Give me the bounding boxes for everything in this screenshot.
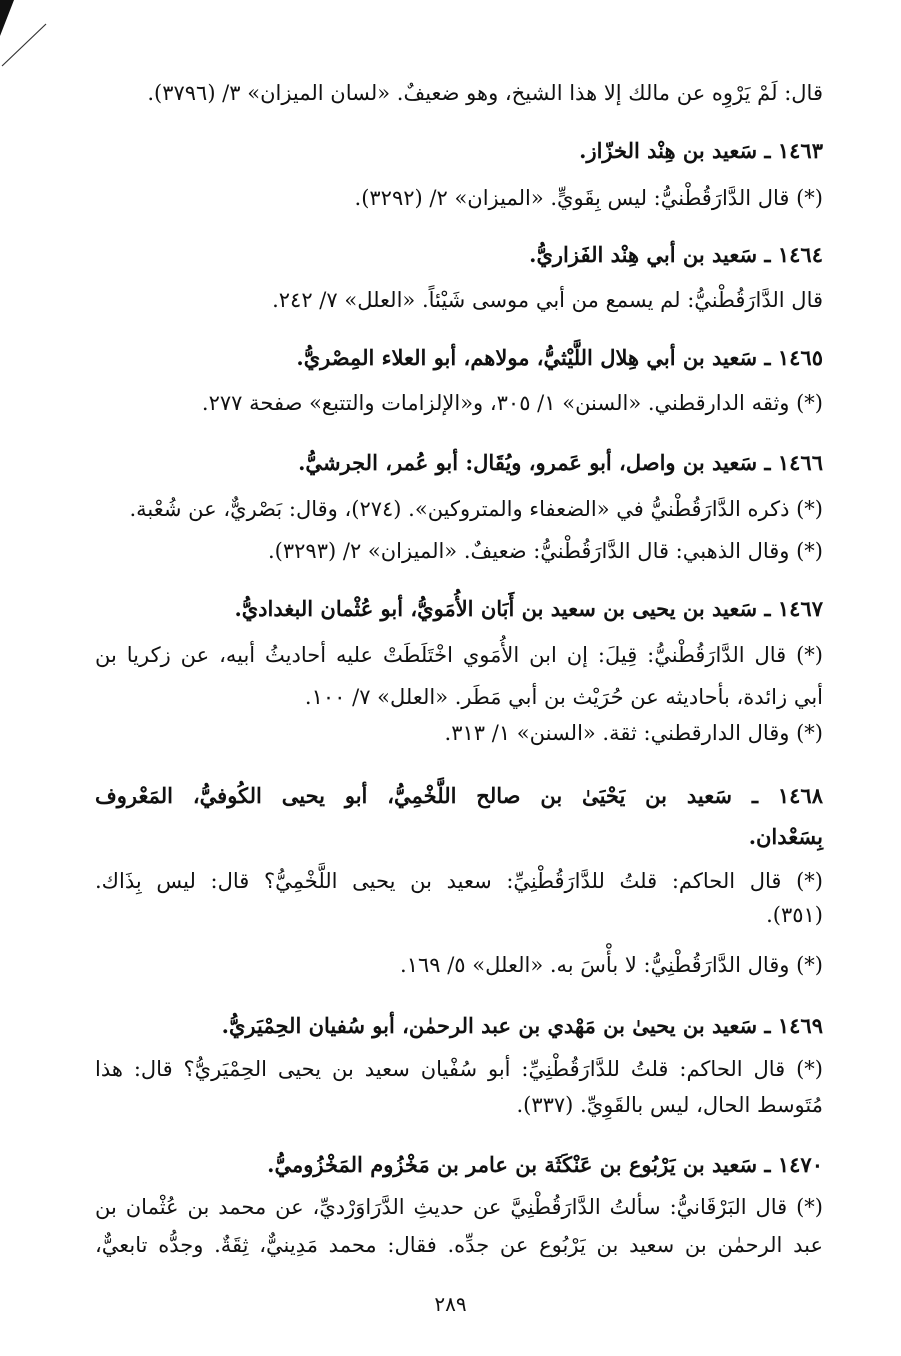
entry-heading-1465: ١٤٦٥ ـ سَعيد بن أبي هِلال اللَّيْثيُّ، مولاهم، أبو العلاء المِصْريُّ. [296, 345, 823, 370]
text-line: (*) ذكره الدَّارَقُطْنيُّ في «الضعفاء والمتروكين». (٢٧٤)، وقال: بَصْريٌّ، عن شُعْبة. [129, 497, 823, 521]
text-line: (*) قال الدَّارَقُطْنيُّ: قِيلَ: إن ابن الأُمَوي اخْتَلَطَتْ عليه أحاديثُ أبيه، عن زكريا بن [95, 643, 823, 667]
text-line: (*) قال الدَّارَقُطْنيُّ: ليس بِقَويٍّ. «الميزان» ٢/ (٣٢٩٢). [354, 186, 823, 210]
text-line: (*) وقال الدَّارَقُطْنِيُّ: لا بأْسَ به. «العلل» ٥/ ١٦٩. [400, 953, 823, 977]
corner-scan-mark-icon [0, 0, 60, 80]
entry-heading-1467: ١٤٦٧ ـ سَعيد بن يحيى بن سعيد بن أَبَان الأُمَويُّ، أبو عُثْمان البغداديُّ. [234, 596, 823, 621]
entry-heading-1468: ١٤٦٨ ـ سَعيد بن يَحْيَىٰ بن صالح اللَّخْمِيُّ، أبو يحيى الكُوفيُّ، المَعْروف [95, 783, 823, 808]
text-line: عبد الرحمٰن بن سعيد بن يَرْبُوع عن جدِّه. فقال: محمد مَدِينيٌّ، ثِقَةٌ. وجدُّه تابعيٌّ، [95, 1233, 823, 1257]
entry-heading-1469: ١٤٦٩ ـ سَعيد بن يحيىٰ بن مَهْدي بن عبد الرحمٰن، أبو سُفيان الحِمْيَريُّ. [221, 1013, 823, 1038]
text-line: (*) وثقه الدارقطني. «السنن» ١/ ٣٠٥، و«الإلزامات والتتبع» صفحة ٢٧٧. [201, 391, 823, 415]
text-line: (*) قال الحاكم: قلتُ للدَّارَقُطْنِيِّ: سعيد بن يحيى اللَّخْمِيُّ؟ قال: ليس بِذَاك. [95, 869, 823, 893]
text-line: قال: لَمْ يَرْوِه عن مالك إلا هذا الشيخ، وهو ضعيفٌ. «لسان الميزان» ٣/ (٣٧٩٦). [147, 81, 823, 105]
entry-heading-1464: ١٤٦٤ ـ سَعيد بن أبي هِنْد الفَزاريُّ. [529, 242, 823, 267]
text-line: أبي زائدة، بأحاديثه عن حُرَيْث بن أبي مَطَر. «العلل» ٧/ ١٠٠. [304, 685, 823, 709]
text-line: (*) قال البَرْقَانيُّ: سألتُ الدَّارَقُطْنِيَّ عن حديثِ الدَّرَاوَرْديِّ، عن محمد بن عُثْمان بن [95, 1195, 823, 1219]
text-line: (٣٥١). [766, 903, 823, 927]
text-line: مُتَوسط الحال، ليس بالقَوِيِّ. (٣٣٧). [516, 1093, 823, 1117]
text-line: قال الدَّارَقُطْنيُّ: لم يسمع من أبي موسى شَيْئاً. «العلل» ٧/ ٢٤٢. [272, 288, 823, 312]
text-line: (*) قال الحاكم: قلتُ للدَّارَقُطْنِيِّ: أبو سُفْيان سعيد بن يحيى الحِمْيَريُّ؟ قال: هذا [95, 1057, 823, 1081]
entry-heading-1470: ١٤٧٠ ـ سَعيد بن يَرْبُوع بن عَنْكَثَة بن عامر بن مَخْزُوم المَخْزُوميُّ. [267, 1152, 823, 1177]
text-line: (*) وقال الدارقطني: ثقة. «السنن» ١/ ٣١٣. [444, 721, 823, 745]
entry-heading-1466: ١٤٦٦ ـ سَعيد بن واصل، أبو عَمرو، ويُقَال: أبو عُمر، الجرشيُّ. [298, 450, 823, 475]
entry-heading-1463: ١٤٦٣ ـ سَعيد بن هِنْد الخزّاز. [579, 138, 823, 163]
entry-heading-1468-cont: بِسَعْدان. [748, 824, 823, 849]
text-line: (*) وقال الذهبي: قال الدَّارَقُطْنيُّ: ضعيفٌ. «الميزان» ٢/ (٣٢٩٣). [268, 539, 823, 563]
page-number: ٢٨٩ [434, 1292, 467, 1316]
